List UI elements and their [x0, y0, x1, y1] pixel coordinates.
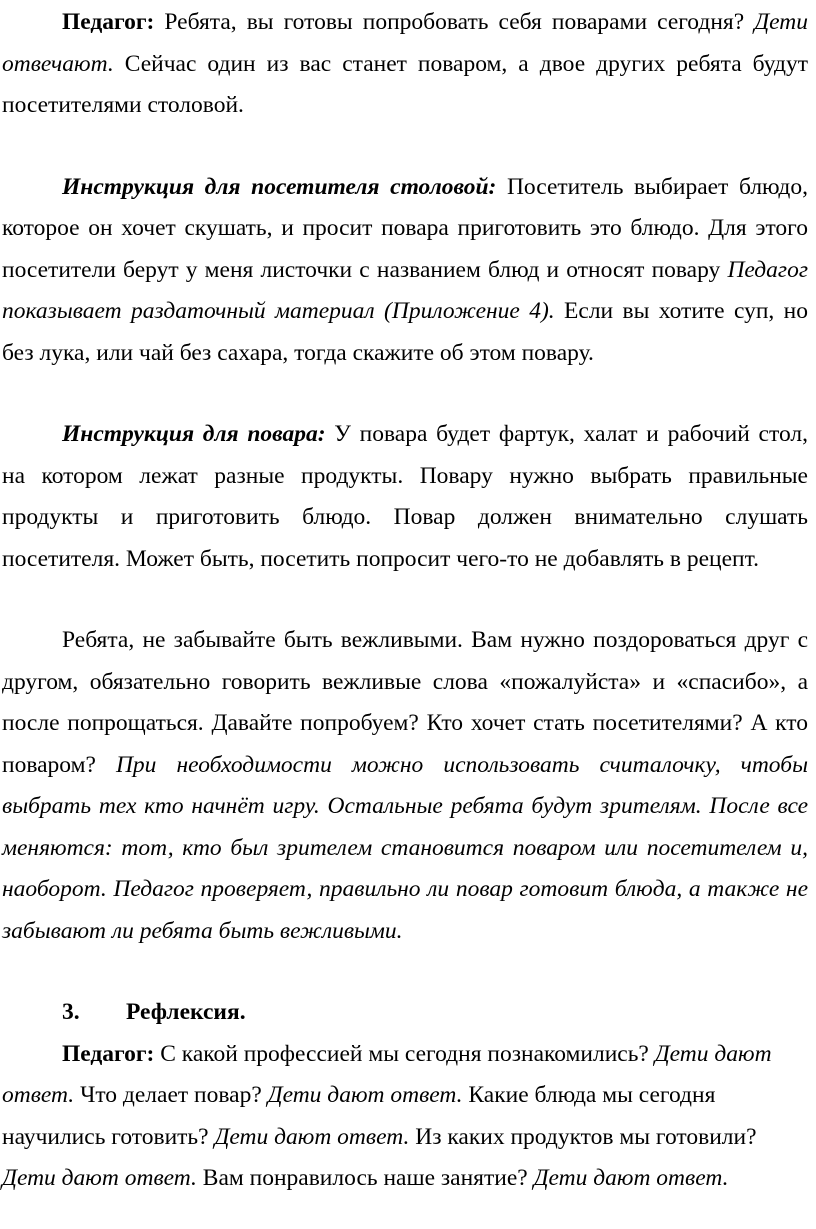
- stage-direction: Дети отвечают.: [2, 9, 808, 77]
- intro-text: Сейчас один из вас станет поваром, а двое других ребята будут посетителями столовой.: [2, 50, 808, 118]
- stage-direction: Дети дают ответ.: [214, 1123, 410, 1150]
- section-number: 3.: [62, 999, 80, 1025]
- reflection-text: Какие блюда мы сегодня научились готовить?: [2, 1082, 716, 1150]
- teacher-label: Педагог:: [62, 9, 155, 35]
- intro-paragraph: [2, 2, 808, 127]
- stage-direction: Педагог показывает раздаточный материал (Приложение 4).: [2, 256, 808, 324]
- stage-direction: При необходимости можно использовать считалочку, чтобы выбрать тех кто начнёт игру. Остальные ребята будут зрителям. После все меняются: тот, кто был зрителем становится поваром или посетителем и, наоборот. Педагог проверяет, правильно ли повар готовит блюда, а также не забывают ли ребята быть вежливыми.: [2, 751, 808, 944]
- cook-instruction-text: У повара будет фартук, халат и рабочий стол, на котором лежат разные продукты. Повару нужно выбрать правильные продукты и приготовить блюдо. Повар должен внимательно слушать посетителя. Может быть, посетить попросит чего-то не добавлять в рецепт.: [2, 421, 808, 572]
- visitor-instruction-label: Инструкция для посетителя столовой:: [62, 173, 497, 200]
- cook-instruction-paragraph: [2, 414, 808, 580]
- stage-direction: Дети дают ответ.: [267, 1082, 463, 1108]
- section-title: Рефлексия.: [126, 999, 246, 1025]
- politeness-text: Ребята, не забывайте быть вежливыми. Вам нужно поздороваться друг с другом, обязательно говорить вежливые слова «пожалуйста» и «спасибо», а после попрощаться. Давайте попробуем? Кто хочет стать посетителями? А кто поваром?: [2, 627, 808, 778]
- intro-text: Ребята, вы готовы попробовать себя поварами сегодня?: [154, 9, 755, 35]
- stage-direction: Дети дают ответ.: [2, 1165, 197, 1191]
- reflection-text: С какой профессией мы сегодня познакомились?: [154, 1040, 655, 1067]
- stage-direction: Дети дают ответ.: [533, 1165, 729, 1191]
- visitor-instruction-text: Если вы хотите суп, но без лука, или чай без сахара, тогда скажите об этом повару.: [2, 298, 808, 366]
- reflection-paragraph: [2, 1034, 808, 1200]
- politeness-paragraph: [2, 620, 808, 952]
- teacher-label: Педагог:: [62, 1040, 155, 1067]
- reflection-text: Что делает повар?: [74, 1082, 268, 1108]
- stage-direction: Дети дают ответ.: [2, 1040, 772, 1108]
- visitor-instruction-text: Посетитель выбирает блюдо, которое он хочет скушать, и просит повара приготовить это блюдо. Для этого посетители берут у меня листочки с названием блюд и относят повару: [2, 173, 808, 283]
- visitor-instruction-paragraph: [2, 167, 808, 375]
- reflection-text: Вам понравилось наше занятие?: [196, 1165, 534, 1191]
- reflection-text: Из каких продуктов мы готовили?: [409, 1123, 757, 1150]
- cook-instruction-label: Инструкция для повара:: [62, 421, 326, 447]
- section-heading: [2, 992, 808, 1034]
